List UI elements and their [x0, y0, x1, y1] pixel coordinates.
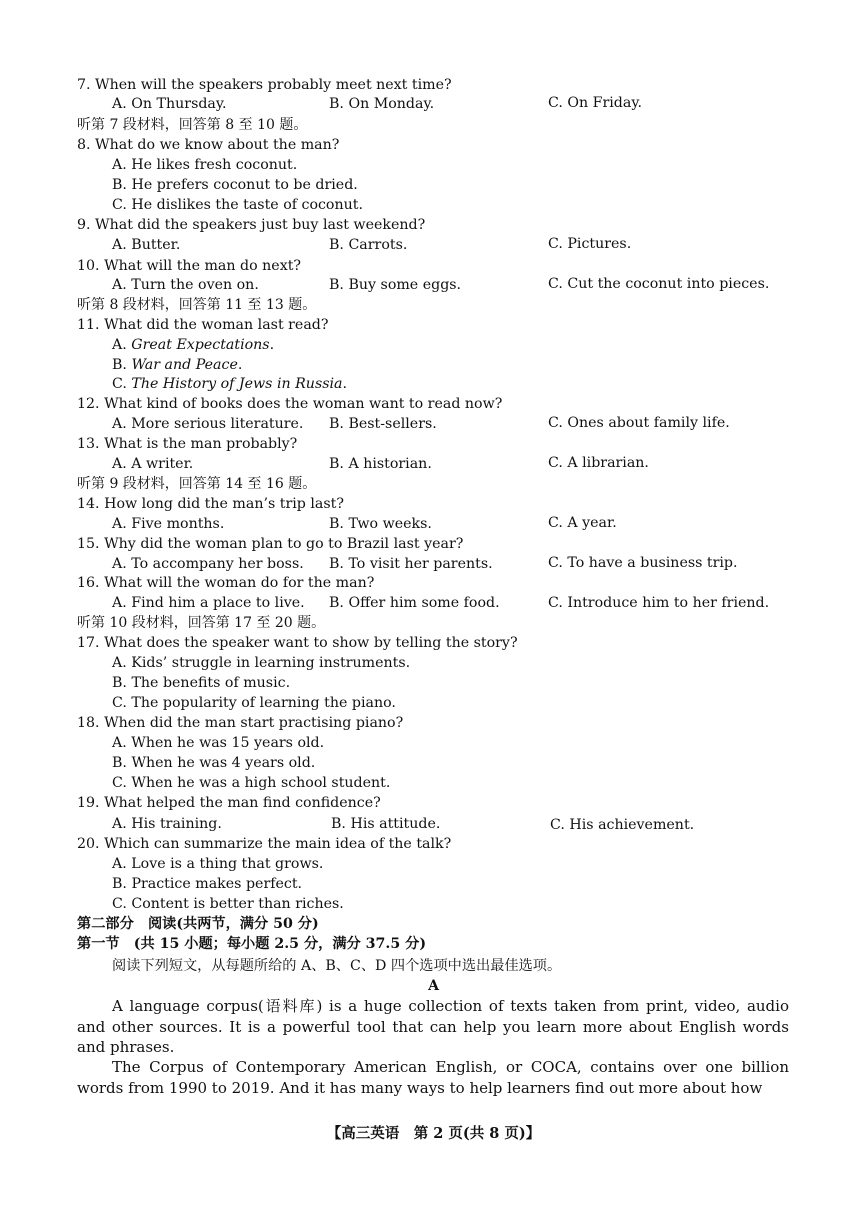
- question-16-option-b: B. Offer him some food.: [329, 595, 500, 611]
- question-9-option-b: B. Carrots.: [329, 237, 408, 253]
- question-10-option-b: B. Buy some eggs.: [329, 277, 462, 293]
- question-8-option-c: C. He dislikes the taste of coconut.: [112, 197, 363, 213]
- question-12-stem: 12. What kind of books does the woman want to read now?: [77, 396, 503, 412]
- question-19-option-b: B. His attitude.: [331, 816, 441, 832]
- question-13-option-a: A. A writer.: [112, 456, 194, 472]
- question-7-option-b: B. On Monday.: [329, 96, 435, 112]
- question-13-option-b: B. A historian.: [329, 456, 432, 472]
- question-9-option-c: C. Pictures.: [548, 236, 632, 252]
- question-8-option-b: B. He prefers coconut to be dried.: [112, 177, 358, 193]
- question-7-stem: 7. When will the speakers probably meet next time?: [77, 77, 452, 93]
- question-19-option-c: C. His achievement.: [550, 817, 695, 833]
- question-10-option-c: C. Cut the coconut into pieces.: [548, 276, 770, 292]
- question-18-stem: 18. When did the man start practising piano?: [77, 715, 404, 731]
- passage-label: A: [428, 978, 439, 994]
- section-header-9: 听第 9 段材料，回答第 14 至 16 题。: [77, 476, 317, 492]
- reading-instructions: 阅读下列短文，从每题所给的 A、B、C、D 四个选项中选出最佳选项。: [112, 958, 562, 974]
- question-14-option-a: A. Five months.: [112, 516, 225, 532]
- section-header-7: 听第 7 段材料，回答第 8 至 10 题。: [77, 117, 308, 133]
- question-12-option-c: C. Ones about family life.: [548, 415, 730, 431]
- question-17-option-b: B. The benefits of music.: [112, 675, 291, 691]
- question-13-stem: 13. What is the man probably?: [77, 436, 298, 452]
- question-9-option-a: A. Butter.: [112, 237, 181, 253]
- question-16-option-c: C. Introduce him to her friend.: [548, 595, 770, 611]
- question-17-option-c: C. The popularity of learning the piano.: [112, 695, 396, 711]
- question-20-option-b: B. Practice makes perfect.: [112, 876, 303, 892]
- question-9-stem: 9. What did the speakers just buy last weekend?: [77, 217, 426, 233]
- question-15-stem: 15. Why did the woman plan to go to Brazil last year?: [77, 536, 464, 552]
- question-16-stem: 16. What will the woman do for the man?: [77, 575, 375, 591]
- question-11-stem: 11. What did the woman last read?: [77, 317, 329, 333]
- question-18-option-c: C. When he was a high school student.: [112, 775, 391, 791]
- question-18-option-a: A. When he was 15 years old.: [112, 735, 325, 751]
- question-14-option-b: B. Two weeks.: [329, 516, 432, 532]
- question-7-option-a: A. On Thursday.: [112, 96, 227, 112]
- question-17-stem: 17. What does the speaker want to show by telling the story?: [77, 635, 518, 651]
- question-15-option-a: A. To accompany her boss.: [112, 556, 304, 572]
- section-one-heading: 第一节 (共 15 小题；每小题 2.5 分，满分 37.5 分): [77, 936, 427, 952]
- question-13-option-c: C. A librarian.: [548, 455, 649, 471]
- part-two-heading: 第二部分 阅读(共两节，满分 50 分): [77, 916, 319, 932]
- page-footer: 【高三英语 第 2 页(共 8 页)】: [326, 1125, 541, 1142]
- question-10-stem: 10. What will the man do next?: [77, 258, 302, 274]
- question-17-option-a: A. Kids’ struggle in learning instruments.: [112, 655, 411, 671]
- question-11-option-a: A. Great Expectations.: [112, 337, 275, 353]
- question-10-option-a: A. Turn the oven on.: [112, 277, 259, 293]
- question-14-stem: 14. How long did the man’s trip last?: [77, 496, 344, 512]
- question-12-option-b: B. Best-sellers.: [329, 416, 437, 432]
- question-20-stem: 20. Which can summarize the main idea of the talk?: [77, 836, 452, 852]
- question-12-option-a: A. More serious literature.: [112, 416, 304, 432]
- question-14-option-c: C. A year.: [548, 515, 617, 531]
- question-8-option-a: A. He likes fresh coconut.: [112, 157, 298, 173]
- question-8-stem: 8. What do we know about the man?: [77, 137, 340, 153]
- question-15-option-c: C. To have a business trip.: [548, 555, 738, 571]
- question-11-option-c: C. The History of Jews in Russia.: [112, 376, 348, 392]
- question-7-option-c: C. On Friday.: [548, 95, 642, 111]
- section-header-8: 听第 8 段材料，回答第 11 至 13 题。: [77, 297, 317, 313]
- question-20-option-c: C. Content is better than riches.: [112, 896, 344, 912]
- question-19-stem: 19. What helped the man find confidence?: [77, 795, 381, 811]
- question-15-option-b: B. To visit her parents.: [329, 556, 493, 572]
- question-16-option-a: A. Find him a place to live.: [112, 595, 305, 611]
- question-18-option-b: B. When he was 4 years old.: [112, 755, 316, 771]
- question-20-option-a: A. Love is a thing that grows.: [112, 856, 324, 872]
- passage-paragraph-1: A language corpus(语料库) is a huge collection of texts taken from print, video, audio and other sources. It is a powerful tool that can help you learn more about English words and phrases.: [77, 997, 789, 1056]
- section-header-10: 听第 10 段材料，回答第 17 至 20 题。: [77, 615, 326, 631]
- question-19-option-a: A. His training.: [112, 816, 222, 832]
- question-11-option-b: B. War and Peace.: [112, 357, 243, 373]
- passage-paragraph-2: The Corpus of Contemporary American English, or COCA, contains over one billion words from 1990 to 2019. And it has many ways to help learners find out more about how: [77, 1058, 789, 1097]
